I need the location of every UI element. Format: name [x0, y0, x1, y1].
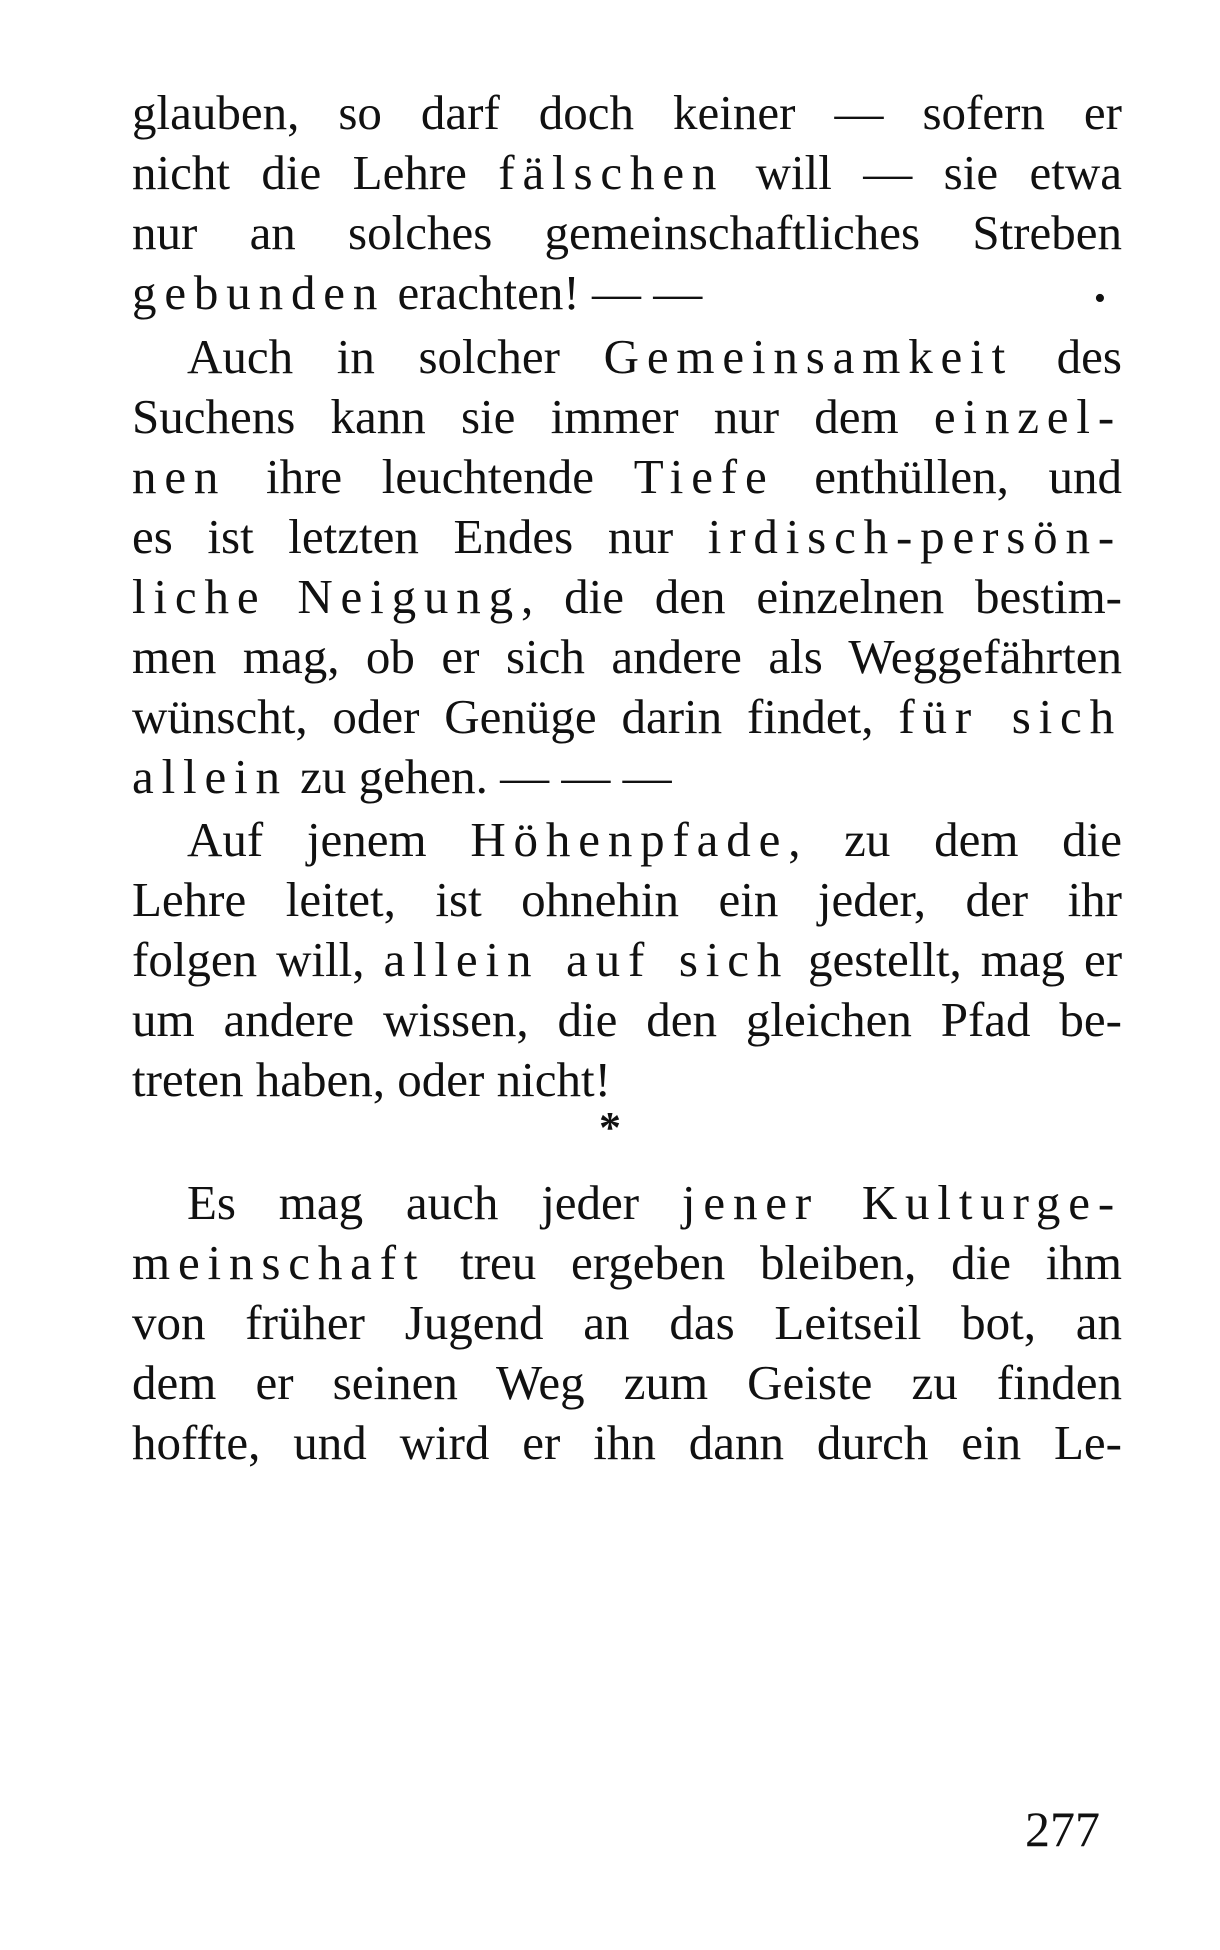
spaced-emphasis: Gemeinsamkeit [603, 329, 1014, 384]
spaced-emphasis: nen [132, 449, 227, 504]
section-separator-asterisk: * [599, 1103, 621, 1152]
text-line: hoffte, und wird er ihn dann durch ein Le- [132, 1415, 1122, 1470]
spaced-emphasis: meinschaft [132, 1235, 426, 1290]
text-line: Auch in solcher Gemeinsamkeit des [187, 329, 1122, 384]
text-line: glauben, so darf doch keiner — sofern er [132, 85, 1122, 140]
text-line: Lehre leitet, ist ohnehin ein jeder, der ihr [132, 872, 1122, 927]
text-line: nicht die Lehre fälschen will — sie etwa [132, 145, 1122, 200]
trailing-dot-mark: • [1094, 280, 1106, 317]
text-line: um andere wissen, die den gleichen Pfad be- [132, 992, 1122, 1047]
text-line: treten haben, oder nicht! [132, 1052, 611, 1107]
text-line: men mag, ob er sich andere als Weggefährten [132, 629, 1122, 684]
spaced-emphasis: Neigung [297, 569, 521, 624]
spaced-emphasis: allein auf sich [383, 932, 790, 987]
text-line: wünscht, oder Genüge darin findet, für sich [132, 689, 1122, 744]
text-line: liche Neigung, die den einzelnen bestim- [132, 569, 1122, 624]
spaced-emphasis: irdisch-persön- [707, 509, 1122, 564]
page-number: 277 [1025, 1801, 1100, 1857]
text-line: nur an solches gemeinschaftliches Streben [132, 205, 1122, 260]
text-line: Suchens kann sie immer nur dem einzel- [132, 389, 1122, 444]
spaced-emphasis: Tiefe [633, 449, 775, 504]
text-line: dem er seinen Weg zum Geiste zu finden [132, 1355, 1122, 1410]
text-line: von früher Jugend an das Leitseil bot, an [132, 1295, 1122, 1350]
spaced-emphasis: für sich [898, 689, 1122, 744]
text-line: folgen will, allein auf sich gestellt, mag er [132, 932, 1123, 987]
text-line: meinschaft treu ergeben bleiben, die ihm [132, 1235, 1122, 1290]
spaced-emphasis: allein [132, 749, 288, 804]
text-line: Es mag auch jeder jener Kulturge- [187, 1175, 1122, 1230]
text-line: gebunden erachten! — — [132, 265, 703, 320]
spaced-emphasis: gebunden [132, 265, 386, 320]
spaced-emphasis: jener [681, 1175, 820, 1230]
spaced-emphasis: fälschen [498, 145, 725, 200]
text-line: Auf jenem Höhenpfade, zu dem die [187, 812, 1122, 867]
text-line: nen ihre leuchtende Tiefe enthüllen, und [132, 449, 1123, 504]
spaced-emphasis: liche [132, 569, 267, 624]
spaced-emphasis: Höhenpfade [470, 812, 789, 867]
text-line: es ist letzten Endes nur irdisch-persön- [132, 509, 1122, 564]
text-line: allein zu gehen. — — — [132, 749, 672, 804]
spaced-emphasis: einzel- [933, 389, 1122, 444]
spaced-emphasis: Kulturge- [861, 1175, 1122, 1230]
